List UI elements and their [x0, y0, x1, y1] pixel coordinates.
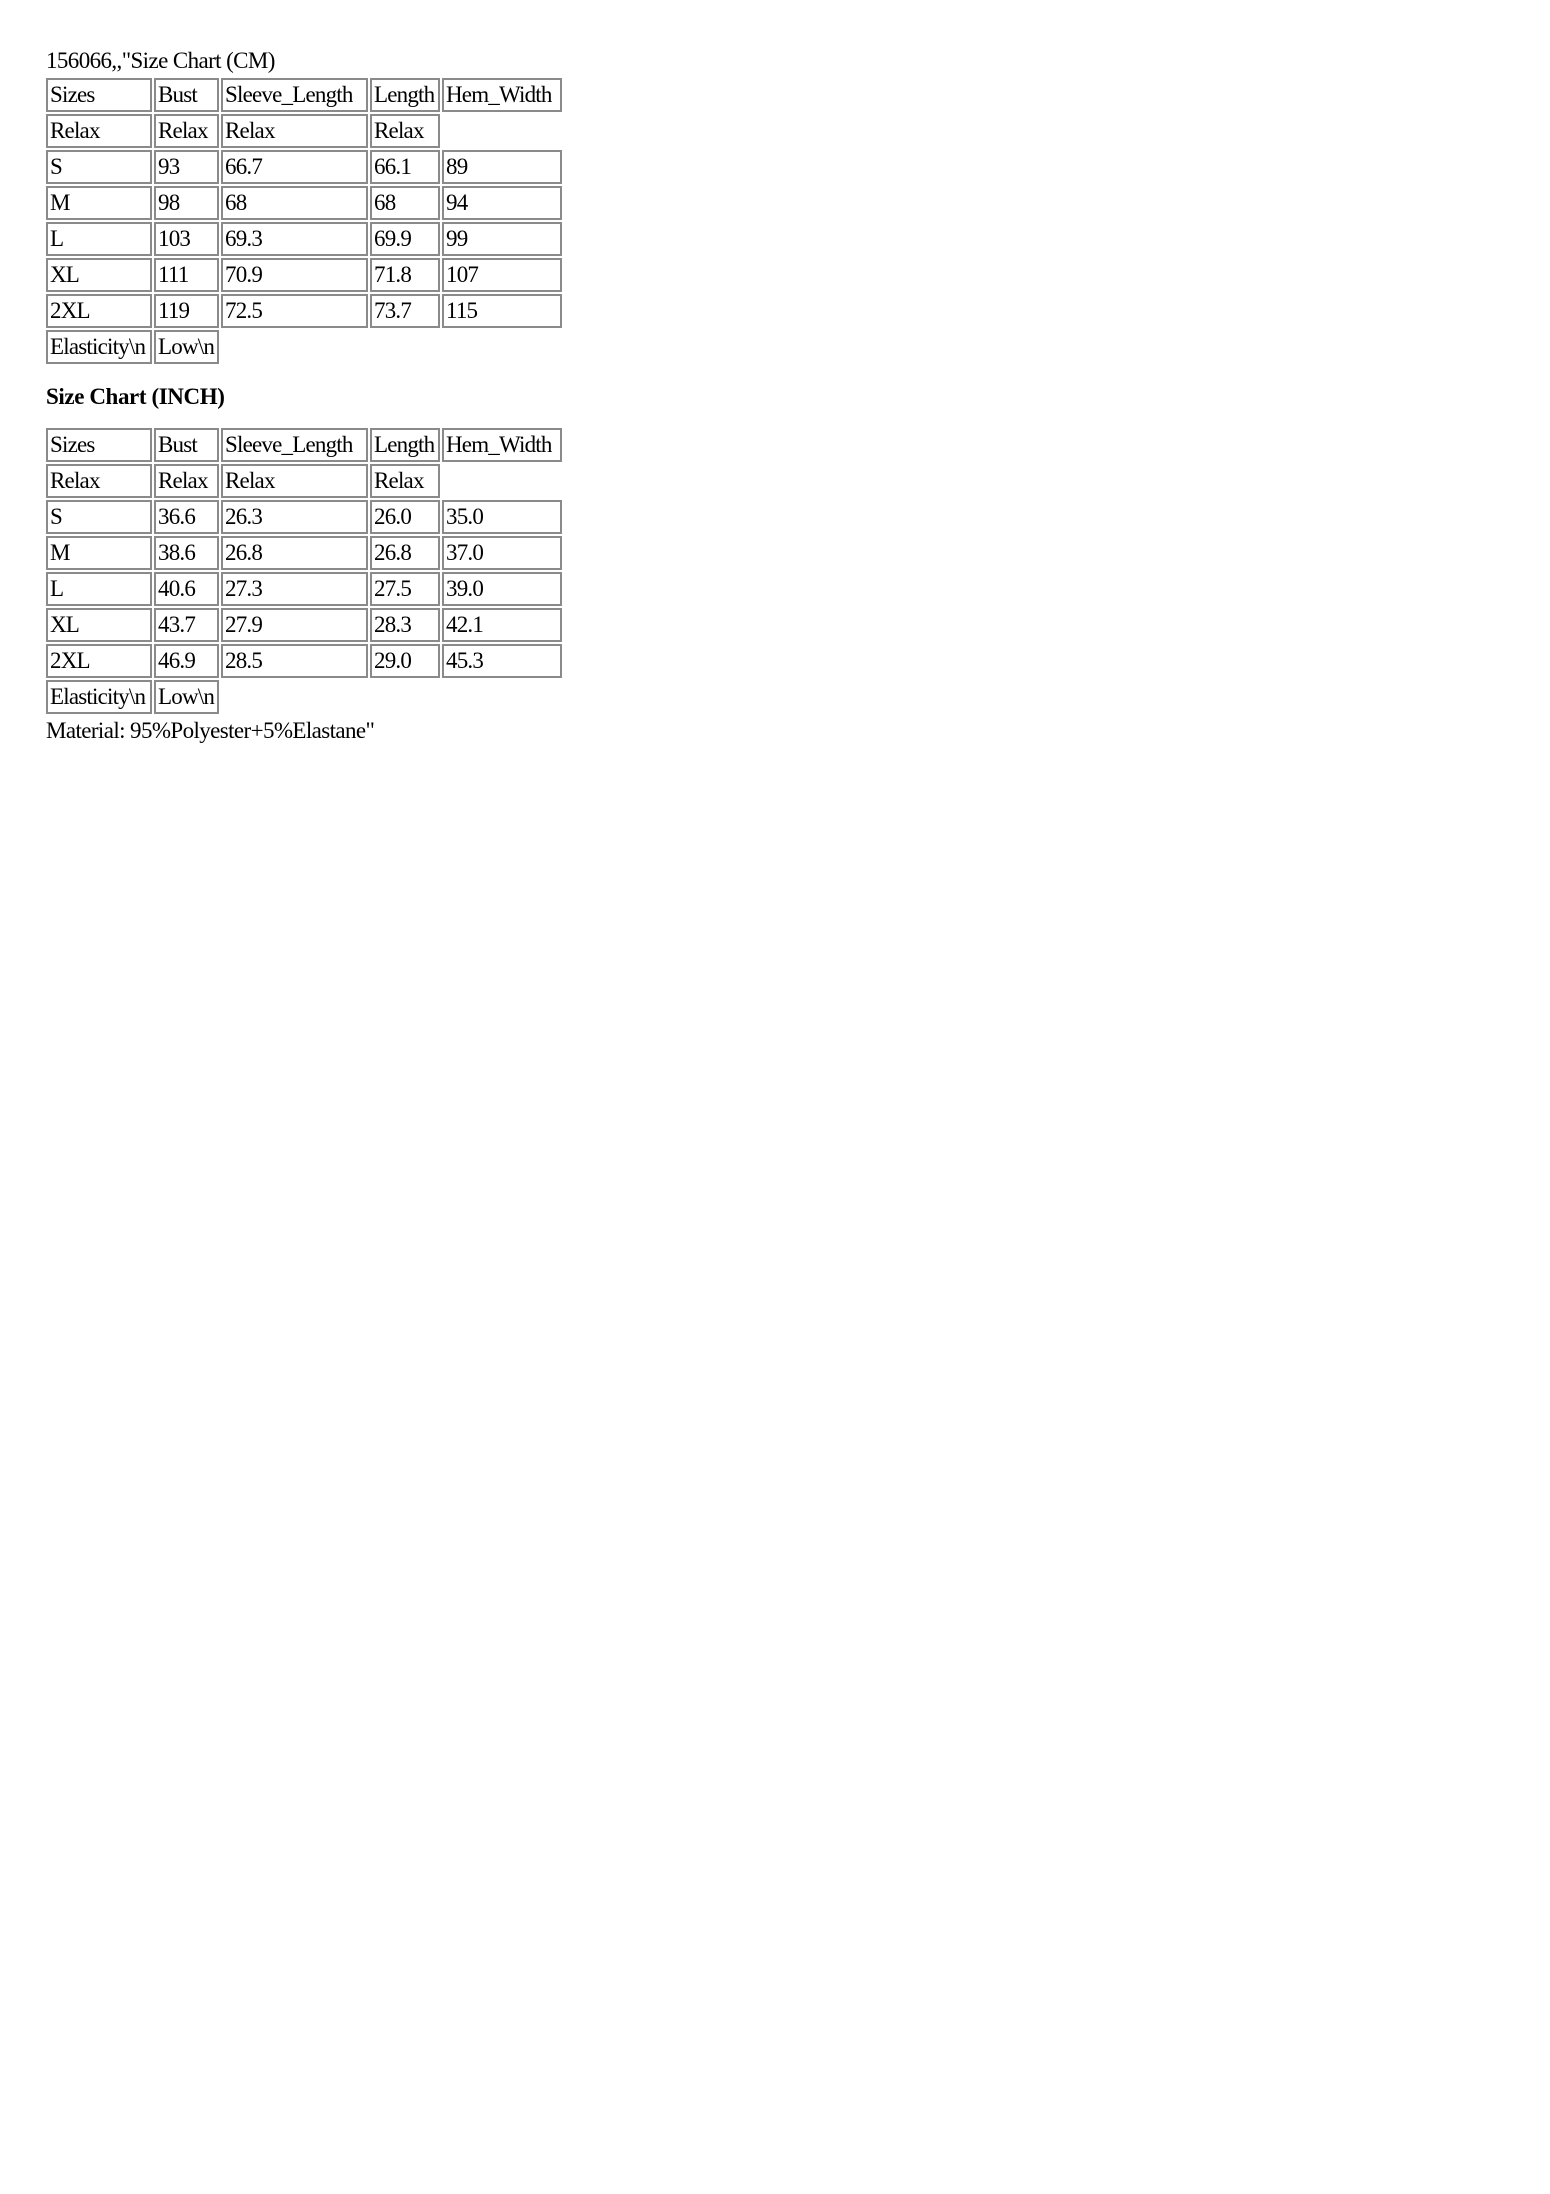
- empty-cell: [442, 114, 562, 148]
- material-line: Material: 95%Polyester+5%Elastane": [46, 718, 375, 743]
- table-row: [46, 258, 562, 292]
- table-cell: 2XL: [46, 644, 152, 678]
- table-cell: 38.6: [154, 536, 219, 570]
- table-cell: 66.7: [221, 150, 368, 184]
- table-cell: 68: [221, 186, 368, 220]
- table-cell: 39.0: [442, 572, 562, 606]
- table-cell: 98: [154, 186, 219, 220]
- table-cell: 26.0: [370, 500, 440, 534]
- table-row: [46, 222, 562, 256]
- empty-cell: [221, 330, 368, 364]
- size-chart-inch-table: [44, 426, 564, 716]
- empty-cell: [442, 680, 562, 714]
- empty-cell: [370, 680, 440, 714]
- table-cell: 111: [154, 258, 219, 292]
- fit-cell: Relax: [221, 114, 368, 148]
- table-cell: M: [46, 186, 152, 220]
- table-cell: 119: [154, 294, 219, 328]
- table-cell: S: [46, 150, 152, 184]
- header-sleeve-length: Sleeve_Length: [221, 78, 368, 112]
- table-cell: 2XL: [46, 294, 152, 328]
- table-cell: 70.9: [221, 258, 368, 292]
- fit-cell: Relax: [46, 464, 152, 498]
- table-cell: 103: [154, 222, 219, 256]
- header-length: Length: [370, 428, 440, 462]
- table-cell: 26.8: [221, 536, 368, 570]
- table-fit-row: [46, 114, 562, 148]
- table-cell: 66.1: [370, 150, 440, 184]
- header-length: Length: [370, 78, 440, 112]
- table-cell: 26.8: [370, 536, 440, 570]
- header-hem-width: Hem_Width: [442, 78, 562, 112]
- table-cell: 71.8: [370, 258, 440, 292]
- table-cell: 93: [154, 150, 219, 184]
- table-cell: 94: [442, 186, 562, 220]
- table-cell: 73.7: [370, 294, 440, 328]
- empty-cell: [370, 330, 440, 364]
- document-page: [46, 46, 564, 746]
- table-cell: XL: [46, 258, 152, 292]
- document-header-line: 156066,,"Size Chart (CM): [46, 48, 275, 73]
- table-cell: 89: [442, 150, 562, 184]
- table-cell: 99: [442, 222, 562, 256]
- table-row: [46, 500, 562, 534]
- table-cell: 69.3: [221, 222, 368, 256]
- elasticity-label-cell: Elasticity\n: [46, 330, 152, 364]
- table-cell: 115: [442, 294, 562, 328]
- table-cell: 35.0: [442, 500, 562, 534]
- table-cell: 26.3: [221, 500, 368, 534]
- table-row: [46, 644, 562, 678]
- empty-cell: [221, 680, 368, 714]
- header-sizes: Sizes: [46, 78, 152, 112]
- table-cell: 27.3: [221, 572, 368, 606]
- table-cell: 36.6: [154, 500, 219, 534]
- table-header-row: [46, 428, 562, 462]
- table-cell: 27.5: [370, 572, 440, 606]
- fit-cell: Relax: [370, 464, 440, 498]
- fit-cell: Relax: [154, 114, 219, 148]
- table-row: [46, 186, 562, 220]
- table-row: [46, 536, 562, 570]
- table-cell: 27.9: [221, 608, 368, 642]
- table-cell: M: [46, 536, 152, 570]
- table-cell: 68: [370, 186, 440, 220]
- fit-cell: Relax: [46, 114, 152, 148]
- table-row: [46, 572, 562, 606]
- table-fit-row: [46, 464, 562, 498]
- table-elasticity-row: [46, 680, 562, 714]
- table-cell: 28.5: [221, 644, 368, 678]
- table-cell: 37.0: [442, 536, 562, 570]
- table-cell: 42.1: [442, 608, 562, 642]
- table-cell: 46.9: [154, 644, 219, 678]
- table-row: [46, 608, 562, 642]
- size-chart-inch-heading: Size Chart (INCH): [46, 384, 225, 409]
- elasticity-value-cell: Low\n: [154, 330, 219, 364]
- table-cell: 45.3: [442, 644, 562, 678]
- elasticity-label-cell: Elasticity\n: [46, 680, 152, 714]
- table-cell: 29.0: [370, 644, 440, 678]
- table-cell: XL: [46, 608, 152, 642]
- table-row: [46, 150, 562, 184]
- table-cell: 107: [442, 258, 562, 292]
- header-sizes: Sizes: [46, 428, 152, 462]
- size-chart-cm-table: [44, 76, 564, 366]
- table-cell: 28.3: [370, 608, 440, 642]
- table-row: [46, 294, 562, 328]
- table-cell: 72.5: [221, 294, 368, 328]
- fit-cell: Relax: [154, 464, 219, 498]
- table-cell: 43.7: [154, 608, 219, 642]
- empty-cell: [442, 330, 562, 364]
- table-cell: S: [46, 500, 152, 534]
- table-cell: 40.6: [154, 572, 219, 606]
- table-cell: 69.9: [370, 222, 440, 256]
- header-bust: Bust: [154, 78, 219, 112]
- table-elasticity-row: [46, 330, 562, 364]
- header-sleeve-length: Sleeve_Length: [221, 428, 368, 462]
- header-bust: Bust: [154, 428, 219, 462]
- elasticity-value-cell: Low\n: [154, 680, 219, 714]
- header-hem-width: Hem_Width: [442, 428, 562, 462]
- table-cell: L: [46, 222, 152, 256]
- table-cell: L: [46, 572, 152, 606]
- empty-cell: [442, 464, 562, 498]
- fit-cell: Relax: [221, 464, 368, 498]
- fit-cell: Relax: [370, 114, 440, 148]
- table-header-row: [46, 78, 562, 112]
